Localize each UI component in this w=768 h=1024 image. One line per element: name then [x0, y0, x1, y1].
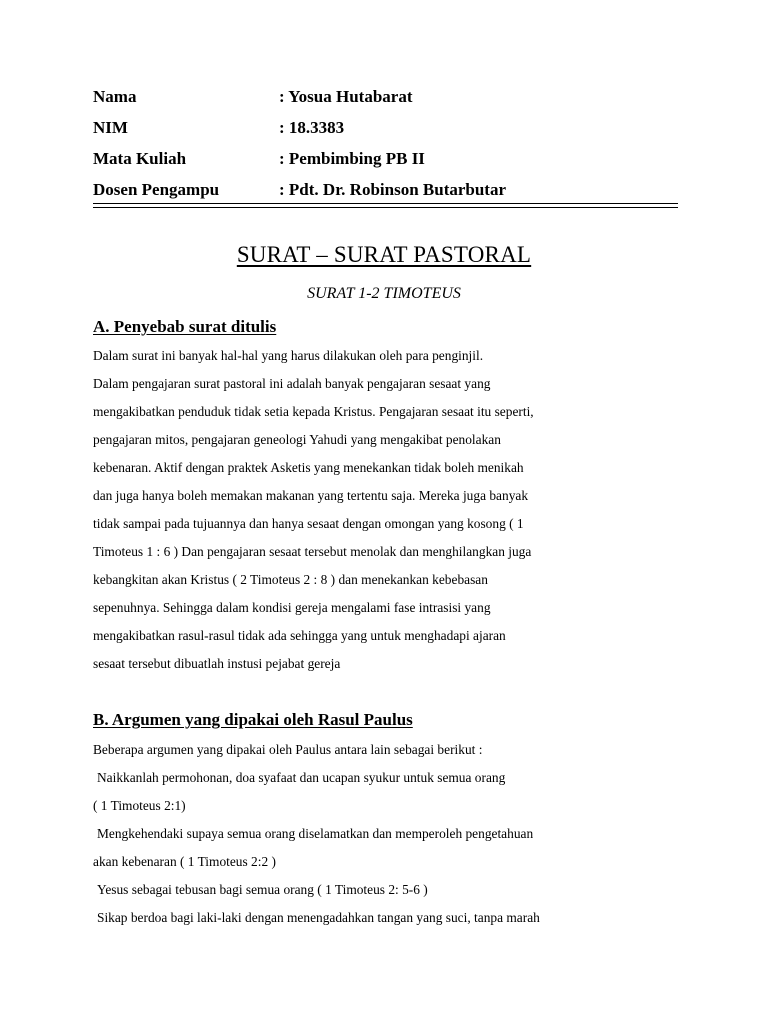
paragraph-line [93, 853, 693, 881]
info-label: Mata Kuliah [93, 149, 187, 168]
paragraph-line: Dalam surat ini banyak hal-hal yang harus dilakukan oleh para penginjil. [93, 348, 484, 363]
info-value: : Yosua Hutabarat [279, 87, 413, 106]
line-text: akan kebenaran ( 1 Timoteus 2:2 ) [93, 854, 276, 869]
line-text: Yesus sebagai tebusan bagi semua orang ( 1 Timoteus 2: 5-6 ) [97, 882, 428, 897]
info-row-mata-kuliah [93, 148, 683, 179]
info-label: Dosen Pengampu [93, 180, 220, 199]
paragraph-line: sesaat tersebut dibuatlah instusi pejabat gereja [93, 656, 341, 671]
student-info-block [93, 86, 683, 210]
bullet-item [93, 769, 693, 797]
paragraph-line: pengajaran mitos, pengajaran geneologi Yahudi yang mengakibat penolakan [93, 432, 501, 447]
section-a-heading: A. Penyebab surat ditulis [93, 317, 277, 336]
document-subtitle: SURAT 1-2 TIMOTEUS [307, 285, 461, 302]
paragraph-line: kebenaran. Aktif dengan praktek Asketis yang menekankan tidak boleh menikah [93, 460, 524, 475]
info-value: : 18.3383 [279, 118, 345, 137]
section-a-body [93, 347, 693, 683]
info-value: : Pdt. Dr. Robinson Butarbutar [279, 180, 507, 199]
info-row-nim [93, 117, 683, 148]
paragraph-line [93, 741, 693, 769]
paragraph-line: Dalam pengajaran surat pastoral ini adalah banyak pengajaran sesaat yang [93, 376, 491, 391]
info-label: Nama [93, 87, 137, 106]
paragraph-line [93, 797, 693, 825]
section-b-body [93, 741, 693, 937]
double-rule-divider [93, 203, 678, 208]
paragraph-line: kebangkitan akan Kristus ( 2 Timoteus 2 : 8 ) dan menekankan kebebasan [93, 572, 488, 587]
info-label: NIM [93, 118, 128, 137]
bullet-item [93, 909, 693, 937]
paragraph-line: mengakibatkan penduduk tidak setia kepada Kristus. Pengajaran sesaat itu seperti, [93, 404, 534, 419]
paragraph-line: dan juga hanya boleh memakan makanan yang tertentu saja. Mereka juga banyak [93, 488, 529, 503]
section-b-heading: B. Argumen yang dipakai oleh Rasul Paulus [93, 710, 413, 729]
bullet-item [93, 825, 693, 853]
paragraph-line: mengakibatkan rasul-rasul tidak ada sehingga yang untuk menghadapi ajaran [93, 628, 506, 643]
paragraph-line: tidak sampai pada tujuannya dan hanya sesaat dengan omongan yang kosong ( 1 [93, 516, 524, 531]
paragraph-line: Timoteus 1 : 6 ) Dan pengajaran sesaat tersebut menolak dan menghilangkan juga [93, 544, 532, 559]
paragraph-line: sepenuhnya. Sehingga dalam kondisi gereja mengalami fase intrasisi yang [93, 600, 491, 615]
line-text: Mengkehendaki supaya semua orang diselamatkan dan memperoleh pengetahuan [97, 826, 534, 841]
line-text: ( 1 Timoteus 2:1) [93, 798, 186, 813]
bullet-item [93, 881, 693, 909]
info-row-nama [93, 86, 683, 117]
line-text: Sikap berdoa bagi laki-laki dengan menengadahkan tangan yang suci, tanpa marah [97, 910, 540, 925]
document-title: SURAT – SURAT PASTORAL [236, 242, 532, 267]
line-text: Beberapa argumen yang dipakai oleh Paulus antara lain sebagai berikut : [93, 742, 483, 757]
info-value: : Pembimbing PB II [279, 149, 425, 168]
line-text: Naikkanlah permohonan, doa syafaat dan ucapan syukur untuk semua orang [97, 770, 506, 785]
